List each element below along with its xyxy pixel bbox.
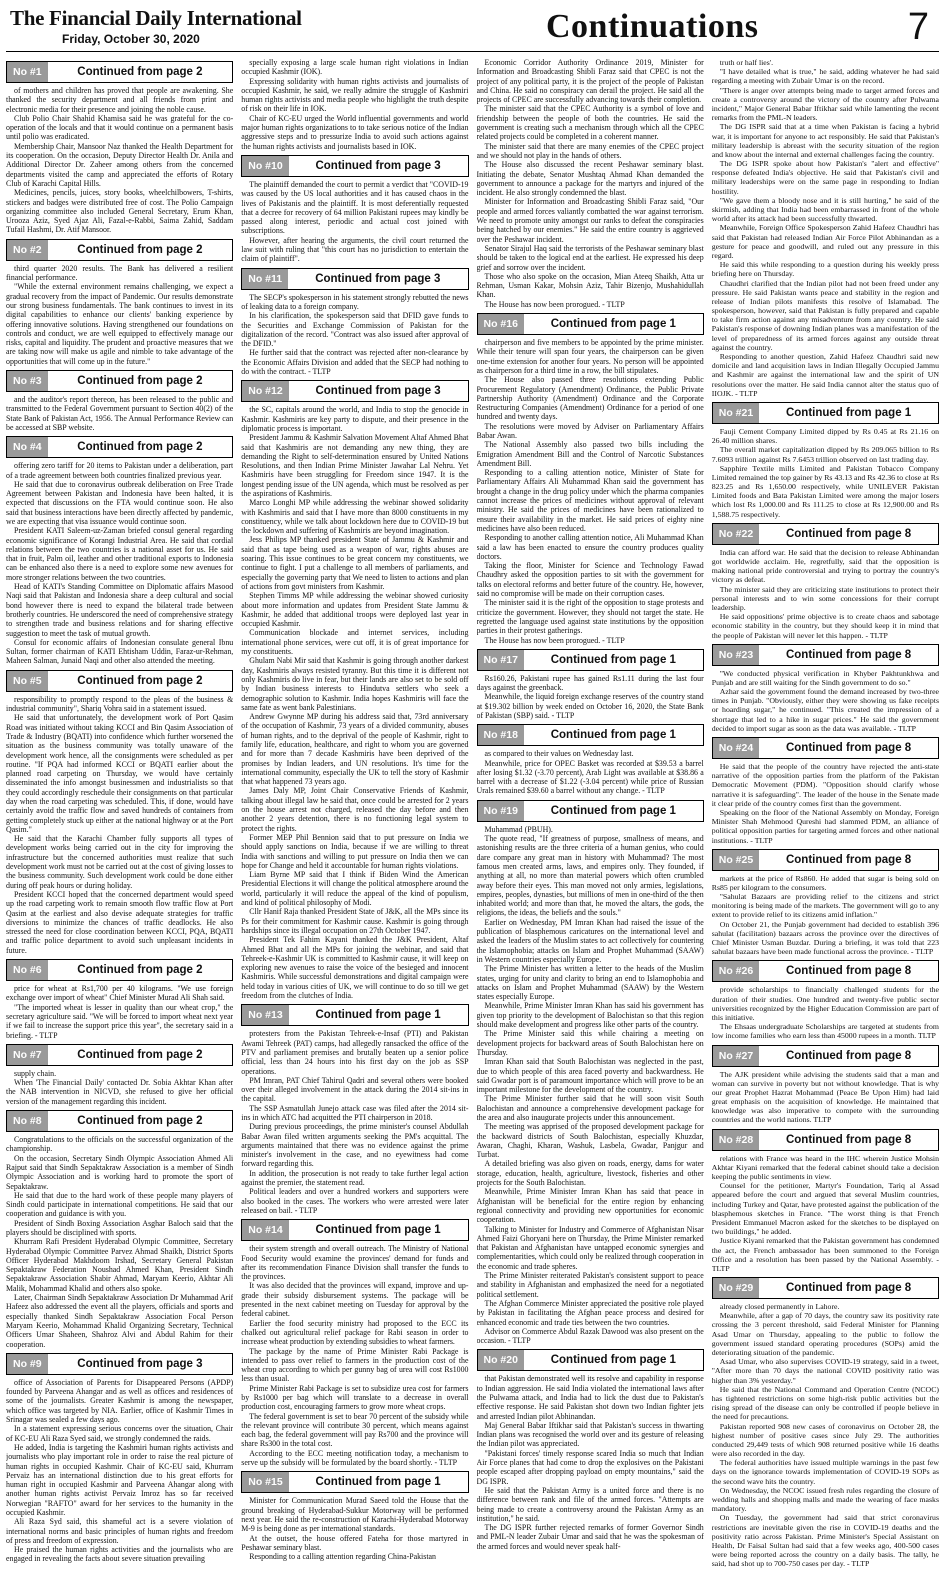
continued-from-heading: Continued from page 1 [315,1009,441,1022]
story-header [6,370,233,392]
paragraph: He said that due to the hard work of these people many players of Sindh could participate in international competitions. He said that our cooperation and guidance is with you. [6,1190,234,1219]
story-number-tag: No #10 [242,156,288,176]
paragraph: He said that the Karachi Chamber fully supports all types of development works being carried out in the city for improving the infrastructure but the concerned authorities must realize that such development work must not be carried out at the cost of giving losses to the business community. Such development work could be done either during off peak hours or during holiday. [6,834,234,890]
paragraph: Ghulam Nabi Mir said that Kashmir is going through another darkest day, Kashmiris always resisted tyranny. But this time it is different not only Kashmiris do live in fear, but their lands are also set to be sold off by Indian business interests to Hindutva settlers who seek a demographic solution to Kashmir. India hopes Kashmiris will face the same fate as went bank Palestinians. [241,656,469,712]
story-number-tag: No #8 [7,1111,48,1131]
paragraph: The House has now been prorogued. - TLTP [484,299,625,309]
story-number-tag: No #3 [7,371,48,391]
story-number-tag: No #14 [242,1220,288,1240]
paragraph: The AJK president while advising the students said that a man and woman can survive in poverty but not without knowledge. That is why our great Prophet Hazrat Mohammad (Peace Be Upon Him) had laid great emphasis on the acquisition of knowledge. He maintained that knowledge was also imperative to compete with the surrounding countries and the world nations. TLTP [711,1069,939,1125]
paragraph: He said that the National Command and Operation Centre (NCOC) has tightened restrictions on some high-risk public activities but the rising spread of the disease can only be controlled if people believe in the need for precautions. [711,1384,939,1422]
paragraph: Taking the floor, Minister for Science and Technology Fawad Chaudhry asked the opposition parties to sit with the government for talks on electoral reforms and better future of the country. He, however, said no compromise will be made on their corruption cases. [476,561,704,599]
continued-from-heading: Continued from page 1 [550,1354,676,1367]
paragraph: Cllr Hanif Raja thanked President State of J&K, all the MPs since its Ps for their commitment for Kashmir cause. Kashmir is going through hardships since its illegal occupation on 27th October 1947. [241,907,469,935]
story-number-tag: No #6 [7,960,48,980]
continued-from-heading: Continued from page 3 [77,1357,203,1370]
story-number-tag: No #19 [478,801,524,821]
continued-story [477,724,704,795]
continued-from-heading: Continued from page 2 [77,674,203,687]
continued-from-heading: Continued from page 8 [785,648,912,661]
story-number-tag: No #17 [478,650,524,670]
paragraph: specially exposing a large scale human right violations in Indian occupied Kashmir (IOK). [241,58,469,77]
paragraph: Minister for Communication Murad Saeed told the House that the ground breaking of Hyderabad-Sukkur Motorway will be performed next year. He said the re-construction of Karachi-Hyderabad Motorway M-9 is being done as per international standards. [241,1496,469,1534]
paragraph: The Ehsaas undergraduate Scholarships are targeted at students from low income families who earn less than 45000 rupees in a month. TLTP [711,1022,939,1041]
continued-story [477,800,704,1346]
paragraph: President KATI Saleem-uz-Zaman briefed consul general regarding economic significance of Korangi Industrial Area. He said that cordial relations between the two countries is a national asset for us. He said that in fruit, Palm oil, leather and other traditional exports to Indonesia can be enhanced also there is a need to explore some new avenues for more stronger relations between the two countries. [6,526,234,582]
paragraph: On October 21, the Punjab government had decided to establish 396 sahulat (facilitation) bazaars across the province over the directives of Chief Minister Usman Buzdar. During a briefing, it was told that 223 sahulat bazaars have been made functional across the province. - TLTP [711,919,939,957]
story-header [712,849,939,871]
paragraph: He said that due to coronavirus outbreak deliberation on Free Trade Agreement between Pakistan and Indonesia have been halted, it is expected that discussions on the FTA would continue soon. He also said that business interactions have been directly affected by pandemic, we are expecting that visa issuance would continue soon. [6,479,234,526]
paragraph: He added, India is targeting the Kashmiri human rights activists and journalists who play important role in order to raise the real picture of human rights in occupied Kashmir. Chair of KC-EU said, Khurram Pervaiz has an international distinction due to his great efforts for human right in occupied Kashmir and Parveena Ahangar along with another human rights activist Pervaiz Imroz has so far received Norwegian "RAFTO" award for her services to the humanity in the occupied Kashmir. [6,1442,234,1517]
paragraph: The quote read, "If greatness of purpose, smallness of means, and astonishing results are the three criteria of a human genius, who could dare compare any great man in history with Muhammad? The most famous men created arms, laws, and empires only. They founded, if anything at all, no more than material powers which often crumbled away before their eyes. This man moved not only armies, legislations, empires, peoples, dynasties, but millions of men in one-third of the then inhabited world; and more than that, he moved the altars, the gods, the religions, the ideas, the beliefs and the souls." [476,834,704,918]
paragraph: The DG ISPR spoke about how Pakistan's "alert and effective" response defeated India's objective. He said that Pakistan's civil and military leaderships were on the same page in responding to Indian hostility. [711,159,939,196]
paragraph: Those who also spoke on the occasion, Mian Ateeq Shaikh, Atta ur Rehman, Usman Kakar, Mohsin Aziz, Tahir Bizenjo, Mushahidullah Khan. [476,271,704,300]
paragraph: Rs160.26, Pakistani rupee has gained Rs1.11 during the last four days against the greenback. [476,673,704,693]
paragraph: A detailed briefing was also given on roads, energy, dams for water storage, education, health, agriculture, livestock, fisheries and other projects for the South Balochistan. [476,1159,704,1188]
paragraph: Speaking on the floor of the National Assembly on Monday, Foreign Minister Shah Mehmood Qureshi had slammed PDM, an alliance of political opposition parties for targeting armed forces and other national institutions. - TLTP [711,807,939,845]
paragraph: On Wednesday, the NCOC issued fresh rules regarding the closure of wedding halls and shopping malls and made the wearing of face masks mandatory. [711,1485,939,1514]
continued-from-heading: Continued from page 2 [77,243,203,256]
story-header [712,1045,939,1067]
paragraph: The Afghan Commerce Minister appreciated the positive role played by Pakistan in facilitating the Afghan peace process and desired for enhanced economic and trade ties between the two countries. [476,1298,704,1327]
paragraph: Consul for economic affairs of Indonesian consulate general Ibnu Sultan, former chairman of KATI Ehtisham Uddin, Faraz-ur-Rehman, Maheen Salman, Junaid Naqi and other also attended the meeting. [6,637,234,666]
continued-from-heading: Continued from page 8 [785,853,912,866]
story-header [6,1110,233,1132]
continued-story [712,1277,939,1568]
paragraph: The minister said they are criticizing state institutions to protect their personal interests and to win some concessions for their corrupt leadership. [711,584,939,612]
paragraph: Prime Minister Rabi Package is set to subsidize urea cost for farmers by Rs1000 per bag which will translate to a decrease in overall production cost, encouraging farmers to grow more wheat crops. [241,1383,469,1412]
issue-date: Friday, October 30, 2020 [62,32,200,46]
paragraph: Meanwhile, Prime Minister Imran Khan has said his government has given top priority to the development of Balochistan so that this region should make development and progress like other parts of the country. [476,1001,704,1030]
paragraph: provide scholarships to financially challenged students for the duration of their studies. One hundred and twenty-five public sector universities recognized by the Higher Education Commission are part of this initiative. [711,985,939,1022]
continued-story [6,670,233,955]
paragraph: Sapphire Textile mills Limited and Pakistan Tobacco Company Limited remained the top gainer by Rs 43.13 and Rs 42.36 to close at Rs 823.25 and Rs 1,650.00 respectively, while UNILEVER Pakistan Limited foods and Bata Pakistan Limited were among the major losers which lost Rs 1,000.00 and Rs 111.25 to close at Rs 12,900.00 and Rs 1,588.75 respectively. [711,463,939,519]
paragraph: The SSP Asmatullah Junejo attack case was filed after the 2014 sit-ins in which ATC had acquitted the PTI chairperson in 2018. [241,1103,469,1122]
paragraph: truth or half lies'. [719,58,774,67]
story-number-tag: No #23 [713,645,759,665]
paragraph: The federal government is set to bear 70 percent of the subsidy while the relevant province will contribute 30 percent, which means against each bag, the federal government will pay Rs700 and the province will share Rs300 in the total cost. [241,1411,469,1449]
paragraph: In addition, the prosecution is not ready to take further legal action against the premier, the statement read. [241,1168,469,1188]
story-header [6,1044,233,1066]
continued-story [712,849,939,957]
paragraph: President of Sindh Boxing Association Asghar Baloch said that the players should be disciplined with sports. [6,1218,234,1237]
continued-from-heading: Continued from page 2 [77,964,203,977]
paragraph: "While the external environment remains challenging, we expect a gradual recovery from the impact of Pandemic. Our results demonstrate our strong business fundamentals. The bank continues to invest in its digital capabilities to enhance our clients' banking experience by offering innovative solutions. Having strengthened our foundations on controls and conduct, we are well equipped to effectively manage our risks, capital and liquidity. The prudent and proactive measures that we are taking now will make us agile and nimble to take advantage of the opportunities that will come up in the future." [6,282,234,366]
paragraph: The Prime Minister further said that he will soon visit South Balochistan and announce a comprehensive development package for the area and also inaugurate projects under this announcement. [476,1094,704,1122]
story-number-tag: No #20 [478,1350,524,1370]
column-2 [241,58,468,1586]
story-header [6,436,233,458]
paragraph: The federal authorities have issued multiple warnings in the past few days on the ignorance towards implementation of COVID-19 SOPs as the second wave hits the country. [711,1458,939,1486]
continued-from-heading: Continued from page 2 [77,1048,203,1061]
paragraph: He said that unfortunately, the development work of Port Qasim Road was initiated without taking KCCI and Bin Qasim Association of Trade & Industry (BQATI) into confidence which further worsened the situation as the business community was totally unaware of the development work hence, all the consignments were scheduled as per routine. "If PQA had informed KCCI or BQATI earlier about the planned road carpeting on Thursday, we would have certainly disseminated the info amongst businessmen and industrialists so that they could accordingly reschedule their consignments on that particular day when the road carpeting was scheduled. This, if done, would have certainly avoid the traffic flow and saved hundreds of containers from getting completely stuck up either at the national highway or at the Port Qasim." [6,713,234,834]
story-number-tag: No #1 [7,62,48,82]
paragraph: The House also passed three resolutions extending Public Procurement Regulatory (Amendment) Ordinance, the Public Private Partnership Authority (Amendment) Ordinance and the Corporate Restructuring Companies (Amendment) Ordinance for a period of one hundred and twenty days. [476,375,704,422]
paragraph: office of Association of Parents for Disappeared Persons (APDP) founded by Parveena Ahangar and as well as offices and residences of some of the journalists. Greater Kashmir is among the newspaper, which office was targeted by NIA. Earlier, office of Kashmir Times in Srinagar was sealed a few days ago. [6,1377,234,1425]
continued-from-heading: Continued from page 1 [550,318,676,331]
continued-story [712,644,939,733]
paragraph: offering zero tariff for 20 items to Pakistan under a deliberation, part of a trade agreement between both countries finalized previous year. [6,461,234,480]
story-number-tag: No #13 [242,1005,288,1025]
continued-from-heading: Continued from page 2 [77,1115,203,1128]
paragraph: Meanwhile, price for OPEC Basket was recorded at $39.53 a barrel after losing $1.32 (-3.70 percent), Arab Light was available at $38.86 a barrel with a decrease of $1.22 (-3.04 percent) while price of Russian Urals remained $39.60 a barrel without any change. - TLTP [476,758,704,796]
paragraph: Khurram Rafi President Hyderabad Olympic Committee, Secretary Hyderabad Olympic Committee Parvez Ahmad Shaikh, District Sports Officer Hyderabad Makhdoom Irshad, Secretary General Pakistan Sepaktakraw Federation Noushad Ahmed Khan, President Sindh Sepaktakraw Association Shabir Ahmad, Maryam Keerio, Akhtar Ali Malik, Mohammad Khalid and others also spoke. [6,1237,234,1293]
paragraph: already closed permanently in Lahore. [719,1302,840,1312]
paragraph: Meanwhile, Prime Minister Imran Khan has said that peace in Afghanistan will be beneficial for the entire region by enhancing regional connectivity and providing new opportunities for economic cooperation. [476,1187,704,1225]
continued-story [6,61,233,235]
paragraph: Justice Kiyani remarked that the Pakistan government has condemned the act, the French ambassador has been summoned to the Foreign Office and a resolution has been passed by the National Assembly. - TLTP [711,1236,939,1273]
paragraph: "Pakistani forces' timely response scared India so much that Indian Air Force planes that had come to drop the explosives on the Pakistani people escaped after dropping payload on empty mountains," said the DG ISPR. [476,1448,704,1486]
continued-from-heading: Continued from page 1 [315,1224,441,1237]
paragraph: and the auditor's report thereon, has been released to the public and transmitted to the Federal Government pursuant to Section 40(2) of the State Bank of Pakistan Act, 1956. The Annual Performance Review can be accessed at SBP website. [6,395,234,432]
continued-story [6,1110,233,1349]
paragraph: The Prime Minister reiterated Pakistan's consistent support to peace and stability in Afghanistan and emphasized the need for a negotiated political settlement. [476,1271,704,1299]
paragraph: The meeting was apprised of the proposed development package for the backward districts of South Balochistan, especially Khuzdar, Awaran, Chaghi, Kharan, Washuk, Lasbela, Gwadar, Panjgur and Turbat. [476,1122,704,1160]
story-number-tag: No #25 [713,850,759,870]
paragraph: as compared to their values on Wednesday last. [484,749,634,759]
story-header [712,1129,939,1151]
story-header [712,644,939,666]
article-columns [6,58,939,1586]
paragraph: Responding to another question, Zahid Hafeez Chaudhri said new domicile and land acquisition laws in Indian Illegally Occupied Jammu and Kashmir are against the international law and the spirit of UN resolutions over the matter. He said India cannot alter the status quo of IIOJK. - TLTP [711,352,939,398]
story-header [241,268,468,290]
paragraph: President Jammu & Kashmir Salvation Movement Altaf Ahmed Bhat said that Kashmiris are not demanding any new thing, they are demanding the Right to self-determination ensured by United Nations Resolutions, and then Indian Prime Minister Jawahar Lal Nehru. Yet Kashmiris have been struggling for Freedom since 1947. It is the longest pending issue of the UN agenda, which must be resolved as per the aspirations of Kashmiris. [241,433,469,498]
story-header [477,649,704,671]
story-number-tag: No #4 [7,437,48,457]
continued-from-heading: Continued from page 8 [785,1049,912,1062]
continued-story [712,1129,939,1273]
paragraph: Expressing solidarity with human rights activists and journalists of occupied Kashmir, he said, we really admire the struggle of Kashmiri human rights activists and media people who highlight the truth despite of risk on their life in IOK. [241,76,469,114]
paragraph: "There is anger over attempts being made to target armed forces and create a controversy around the victory of the country after Pulwama incident," Major General Babar Iftikhar said while lamenting the recent remarks from the PML-N leaders. [711,85,939,123]
story-header [6,1353,233,1375]
paragraph: third quarter 2020 results. The Bank has delivered a resilient financial performance. [6,263,234,283]
paragraph: Marco Longhi MP while addressing the webinar showed solidarity with Kashmiris and said that I have more than 8000 constituents in my constituency, while we talk about lockdown here due to COVID-19 but the lockdown and suffering of Kashmiris are beyond imagination. [241,498,469,536]
story-number-tag: No #22 [713,524,759,544]
paragraph: The House also discussed the recent Peshawar seminary blast. Initiating the debate, Senator Mushtaq Ahmad Khan demanded the government to announce a package for the martyrs and injured of the incident. He also strongly condemned the blast. [476,160,704,198]
paragraph: Congratulations to the officials on the successful organization of the championship. [6,1135,234,1154]
paragraph: Maj General Babar Iftikhar said that Pakistan's success in thwarting Indian plans was recognised the world over and its gesture of releasing the Indian pilot was appreciated. [476,1420,704,1449]
story-header [477,800,704,822]
paragraph: their system strength and overall outreach. The Ministry of National Food Security would examine the provinces' demand for funds and after its recommendation Finance Division shall transfer the funds to the provinces. [241,1244,469,1282]
paragraph: Andrew Gwynne MP during his address said that, 73rd anniversary of the occupation of Kashmir, 73 years of a divided community, abuses of human rights, and to the deprival of the people of Kashmir, right to family life, education, healthcare, and right to whom you are governed and for more than 7 decade Kashmiris have been deprived of the promises by Indian leaders, and UN resolutions. It's time for the international community, especially the UK to tell the story of Kashmir that what happened 73 years ago. [241,712,469,787]
continued-from-heading: Continued from page 1 [315,1476,441,1489]
paragraph: Senator Sirajul Haq said the terrorists of the Peshawar seminary blast should be taken to the logical end at the earliest. He expressed his deep grief and sorrow over the incident. [476,243,704,272]
continued-from-heading: Continued from page 8 [785,965,912,978]
story-header [241,380,468,402]
newspaper-name: The Financial Daily International [10,6,302,30]
story-number-tag: No #5 [7,671,48,691]
paragraph: On Tuesday, the government had said that strict coronavirus restrictions are inevitable given the rise in COVID-19 deaths and the positivity ratio across Pakistan. Prime Minister's Special Assistant on Health, Dr Faisal Sultan had said that a few weeks ago, 400-500 cases were being reported across the country on a daily basis. The tally, he said, had shot up to 700-750 cases per day. - TLTP [711,1513,939,1569]
continued-from-heading: Continued from page 2 [77,441,203,454]
paragraph: "We gave them a bloody nose and it is still hurting," he said of the skirmish, adding that India had been embarrassed in front of the whole world after its attack had been successfully thwarted. [711,195,939,224]
paragraph: that Pakistan demonstrated well its resolve and capability in response to Indian aggression. He said India violated the international laws after the Pulwama attack, and India had to lick the dust due to Pakistan's effective response. He said Pakistan shot down two Indian fighter jets and arrested Indian pilot Abhinandan. [476,1374,704,1421]
paragraph: He further said that the contract was rejected after non-clearance by the Economic Affairs Division and added that the SECP had nothing to do with the contract. - TLTP [241,348,469,377]
paragraph: He said that the Pakistan Army is a united force and there is no difference between rank and file of the armed forces. "Attempts are being made to create a controversy around the Pakistan Army as an institution," he said. [476,1485,704,1523]
paragraph: Jess Philips MP thanked president State of Jammu & Kashmir and said that as tape being used as a weapon of war, rights abuses are soaring. This issue continues to be great concern my constituents, we continue to fight. I put a challenge to all members of parliaments, and especially the governing party that We need to listen to actions and plan of actions from govt ministers from Kashmir. [241,535,469,591]
story-header [6,61,233,83]
continued-from-heading: Continued from page 8 [785,1282,912,1295]
paragraph: James Daly MP, Joint Chair Conservative Friends of Kashmir, talking about illegal law he said that, once could be arrested for 2 years on the house arrest not charged, released the day before and then another 2 years detention, there is no functioning legal system to protect the rights. [241,786,469,833]
continued-story [477,649,704,720]
story-header [477,1349,704,1371]
paragraph: The plaintiff demanded the court to permit a verdict that "COVID-19 was caused by the US local authorities and it has caused chaos in the lives of Pakistanis and the plaintiff. It is most deferentially requested that a decree for recovery of 64 million Pakistani rupees may kindly be passed along interest, periodic and actual cost joined with subscriptions. [241,179,469,236]
story-number-tag: No #21 [713,403,759,423]
paragraph: Stephen Timms MP while addressing the webinar showed curiosity about more information and updates from President State Jammu & Kashmir, he added that additional troops were deployed last year in occupied Kashmir. [241,591,469,629]
page-number: 7 [907,6,929,48]
continued-story [241,1219,468,1467]
paragraph: Counsel for the petitioner, Martyr's Foundation, Tariq al Assad appeared before the court and argued that several Muslim countries, including Turkey and Qatar, have protested against the publication of the blasphemous sketches in France. "The worst thing is that French President Emmanuel Macron asked for the sketches to be displayed on two buildings," he added. [711,1181,939,1237]
paragraph: Fauji Cement Company Limited dipped by Rs 0.45 at Rs 21.16 on 26.40 million shares. [711,426,939,446]
paragraph: However, after hearing the arguments, the civil court returned the law suit with ruling that "this court has no jurisdiction to entertain the claim of plaintiff". [241,235,469,264]
story-number-tag: No #11 [242,269,288,289]
continued-story [241,1004,468,1215]
continued-story [712,523,939,640]
continued-from-heading: Continued from page 3 [315,272,441,285]
continued-story [6,959,233,1040]
continued-story [6,1044,233,1106]
story-number-tag: No #18 [478,725,524,745]
story-number-tag: No #15 [242,1472,288,1492]
paragraph: Responding to a calling attention regarding China-Pakistan [249,1552,436,1562]
story-header [712,737,939,759]
paragraph: Head of KATI's Standing Committee on Diplomatic affairs Masood Naqi said that Pakistan and Indonesia share a deep cultural and social bond however there is need to expand the bilateral trade between brotherly countries. He underscored the need of comprehensive strategy to strengthen trade and business relations and for sharing effective suggestion to meet the task of mutual growth. [6,582,234,638]
paragraph: Communication blockade and internet services, including international phone services, were cut off, it is of great importance for my constituents. [241,628,469,657]
paragraph: Asad Umar, who also supervises COVID-19 strategy, said in a tweet, "After more than 70 days the national COVID positivity ratio was higher than 3% yesterday." [711,1357,939,1385]
paragraph: Responding to another calling attention notice, Ali Muhammad Khan said a law has been enacted to ensure the country produces quality doctors. [476,533,704,561]
story-header [712,960,939,982]
paragraph: Former MEP Phil Bennion said that to put pressure on India we should apply sanctions on India, because if we are willing to threat India with sanctions and willing to put pressure on India then we can hope for Change and held it accountable for human rights violations. [241,832,469,870]
paragraph: He said this while responding to a question during his weekly press briefing here on Thursday. [711,260,939,279]
column-lead-text [712,58,939,398]
story-header [477,724,704,746]
story-header [6,959,233,981]
story-number-tag: No #12 [242,381,288,401]
paragraph: Chaudhri clarified that the Indian pilot had not been freed under any pressure. He said Pakistan wants peace and stability in the region and release of Indian pilots manifests this resolve of Islamabad. The spokesperson, however, said that Pakistan is fully prepared and capable to take firm action against any misadventure from any country. He said Pakistan's response of downing Indian planes was a manifestation of the level of preparedness of its armed forces against any outside threat against the country. [711,278,939,352]
story-header [241,155,468,177]
continued-story [712,402,939,519]
paragraph: The House has now been prorogued. - TLTP [484,635,625,645]
paragraph: In a statement expressing serious concerns over the situation, Chair of KC-EU Ali Raza Syed said, we strongly condemned the raids. [6,1424,234,1443]
continued-from-heading: Continued from page 1 [550,804,676,817]
paragraph: The overall market capitalization dipped by Rs 209.065 billion to Rs 7.6093 trillion against Rs 7.6453 trillion observed on last trading day. [711,445,939,464]
paragraph: He said oppositions' prime objective is to create chaos and sabotage economic stability in the country, but they should keep it in mind that the people of Pakistan will never let this happen. - TLTP [711,612,939,640]
paragraph: Membership Chair, Mansoor Naz thanked the Health Department for its cooperation. On the occasion, Deputy Director Health Dr. Anila and Additional Director Dr. Zaheer among others from the concerned departments visited the camp and appreciated the efforts of Rotary Club of Karachi Capital Hills. [6,141,234,188]
column-1 [6,58,233,1586]
paragraph: President KCCI hoped that the concerned department would speed up the road carpeting work to remain smooth flow traffic flow at Port Qasim at the earliest and also devise adequate strategies for traffic diversions to minimize the chances of traffic deadlocks. He also stressed the need for close coordination between KCCI, PQA, BQATI and traffic police department to avoid such unpleasant incidents in future. [6,889,234,955]
continued-story [712,1045,939,1125]
paragraph: President Tek Fahim Kayani thanked the J&K President, Altaf Ahmed Bhat and all the MPs for joining the webinar, and said that Tehreek-e-Kashmir UK is committed to Kashmir cause, it will keep on exploring new avenues to raise the voice of the besieged and innocent Kashmiris. While successful demonstrations and digital campaign were held today in various cities of UK, we will continue to do so till we get freedom from the clutches of India. [241,935,469,1001]
story-number-tag: No #28 [713,1130,759,1150]
paragraph: PM Imran, PAT Chief Tahirul Qadri and several others were booked over their alleged involvement in the attack during the 2014 sit-ins in the capital. [241,1075,469,1104]
paragraph: Advisor on Commerce Abdul Razak Dawood was also present on the occasion. - TLTP [476,1326,704,1346]
column-4 [712,58,939,1586]
continued-story [712,960,939,1040]
paragraph: Political leaders and over a hundred workers and supporters were also booked in the cases. The workers who were arrested were later released on bail. - TLTP [241,1187,469,1215]
story-number-tag: No #27 [713,1046,759,1066]
continued-from-heading: Continued from page 8 [785,742,912,754]
continued-story [241,155,468,264]
story-header [241,1219,468,1241]
paragraph: Ali Raza Syd said, this shameful act is a severe violation of international norms and basic principles of human rights and freedom of press and freedom of expression. [6,1517,234,1545]
continued-from-heading: Continued from page 1 [550,653,676,666]
paragraph: "I have detailed what is true," he said, adding whatever he had said regarding a meeting with Zubair Umar is on the record. [711,67,939,86]
story-number-tag: No #2 [7,240,48,260]
story-number-tag: No #26 [713,961,759,981]
paragraph: The resolutions were moved by Adviser on Parliamentary Affairs Babar Awan. [476,421,704,440]
paragraph: Meanwhile, the liquid foreign exchange reserves of the country stand at $19.302 billion by week ended on October 16, 2020, the State Bank of Pakistan (SBP) said. - TLTP [476,692,704,720]
continued-from-heading: Continued from page 8 [785,1133,912,1146]
continued-story [241,268,468,377]
continued-from-heading: Continued from page 3 [315,159,441,172]
paragraph: Chair of KC-EU urged the World influential governments and world major human rights organizations to to take serious notice of the Indian aggressive steps and to pressurize India to avoid such actions against the human rights activists and journalists based in IOK. [241,113,469,151]
paragraph: On the occasion, Secretary Sindh Olympic Association Ahmed Ali Rajput said that Sindh Sepaktakraw Association is a member of Sindh Olympic Association and is working hard to promote the sport of Sepaktakraw. [6,1153,234,1191]
paragraph: Later, Chairman Sindh Sepaktakraw Association Dr Muhammad Arif Hafeez also addressed the event all the players, officials and sports and especially thanked Sindh Sepaktakraw Association Focal Person Maryam Keerio, Mohammad Khalid Organizing Secretary, Technical Officers Umar Shaheen, Shahroz Alvi and Abdul Rahim for their cooperation. [6,1293,234,1349]
paragraph: India can afford war. He said that the decision to release Abhinandan got worldwide acclaim. He, regretfully, said that the opposition is making national pride controversial and trying to portray the country's victory as defeat. [711,547,939,585]
story-number-tag: No #16 [478,314,524,334]
paragraph: At the outset, the house offered Fateha for those martyred in Peshawar seminary blast. [241,1533,469,1552]
paragraph: Pakistan reported 908 new cases of coronavirus on October 28, the highest number of positive cases since July 29. The authorities conducted 29,449 tests of which 908 returned positive while 16 deaths were also recorded in the day. [711,1421,939,1459]
section-title: Continuations [546,8,759,45]
masthead [6,6,939,52]
paragraph: Talking to Minister for Industry and Commerce of Afghanistan Nisar Ahmed Faizi Ghoryani here on Thursday, the Prime Minister remarked that Pakistan and Afghanistan have untapped economic synergies and complementarities, which could only be realized through cooperation in the economic and trade spheres. [476,1224,704,1271]
story-header [712,1277,939,1299]
story-number-tag: No #7 [7,1045,48,1065]
paragraph: The SECP's spokesperson in his statement strongly rebutted the news of leaking data to a foreign company. [241,292,469,311]
paragraph: protesters from the Pakistan Tehreek-e-Insaf (PTI) and Pakistan Awami Tehreek (PAT) camps, had allegedly ransacked the office of the PTV and parliament premises and brutally beaten up a senior police official, less than 24 hours into his first day on the job as SSP operations. [241,1029,469,1076]
paragraph: In his clarification, the spokesperson said that DFID gave funds to the Securities and Exchange Commission of Pakistan for the digitalization of the record. "Contract was also issued after approval of the DFID." [241,311,469,349]
story-number-tag: No #29 [713,1278,759,1298]
story-header [6,670,233,692]
continued-story [6,1353,233,1564]
paragraph: markets at the price of Rs860. He added that sugar is being sold on Rs85 per kilogram to the consumers. [711,873,939,892]
paragraph: The minister said it is the right of the opposition to stage protests and criticize the government. However, they should not target the state. He regretted the language used against state institutions by the opposition parties in their protest gatherings. [476,598,704,636]
paragraph: The National Assembly also passed two bills including the Emigration Amendment Bill and the Control of Narcotic Substances Amendment Bill. [476,440,704,468]
continued-story [477,313,704,645]
continued-story [6,436,233,666]
paragraph: Liam Byrne MP said that I think if Biden Wind the American Presidential Elections it will change the political atmosphere around the world, particularly it will reduce the appeal of the kind of populism, and kind of political philosophy of Modi. [241,870,469,908]
paragraph: Muhammad (PBUH). [484,824,553,834]
continued-from-heading: Continued from page 1 [785,406,912,419]
continued-story [241,380,468,1000]
column-lead-text [477,58,704,309]
paragraph: When 'The Financial Daily' contacted Dr. Sobia Akhtar Khan after the NAB intervention in NICVD, she refused to give her official version of the management regarding this incident. [6,1078,234,1106]
paragraph: Meanwhile, after a gap of 70 days, the country saw its positivity rate crossing the 3 percent threshold, said Federal Minister for Planning Asad Umar on Thursday, appealing to the public to follow the government issued standard operating procedures (SOPs) amid the deteriorating situation of the pandemic. [711,1311,939,1357]
paragraph: It was also decided that the provinces will expand, improve and up-grade their subsidy disbursement systems. The package will be presented in the next cabinet meeting on Tuesday for approval by the federal cabinet. [241,1281,469,1319]
paragraph: Imran Khan said that South Balochistan was neglected in the past, due to which people of this area faced poverty and backwardness. He said Gwadar port is of paramount importance which will prove to be an important milestone for the development of the country. [476,1057,704,1095]
paragraph: responsibility to promptly respond to the pleas of the business & industrial community", Shariq Vohra said in a statement issued. [6,694,234,714]
paragraph: "We conducted physical verification in Khyber Pakhtunkhwa and Punjab and are still waiting for the Sindh government to do so." [711,668,939,687]
paragraph: The Prime Minister has written a letter to the heads of the Muslim states, urging for unity and clarity to bring an end to Islamophobia and attacks on Islam and Prophet Muhammad (SAAW) by the Western states especially Europe. [476,964,704,1002]
story-header [712,402,939,424]
paragraph: relations with France was heard in the IHC wherein Justice Mohsin Akhtar Kiyani remarked that the federal cabinet should take a decision keeping the public sentiments in view. [711,1153,939,1181]
paragraph: Economic Corridor Authority Ordinance 2019, Minister for Information and Broadcasting Shibli Faraz said that CPEC is not the project of any political party, it is the project of the people of Pakistan and China. He said no conspiracy can derail the project. He said all the projects of CPEC are successfully advancing towards their completion. [476,58,704,105]
paragraph: Meanwhile, Foreign Office Spokesperson Zahid Hafeez Chaudhri has said that Pakistan had released Indian Air Force Pilot Abhinandan as a gesture for peace and goodwill, and ruled out any pressure in this regard. [711,223,939,260]
paragraph: "The imported wheat is lesser in quality than our wheat crop," the secretary agriculture said. "We will be forced to import wheat next year if we fail to increase the support price this year", the secretary said in a briefing. - TLTP [6,1002,234,1040]
paragraph: price for wheat at Rs1,700 per 40 kilograms. "We use foreign exchange over import of wheat" Chief Minister Murad Ali Shah said. [6,984,234,1003]
continued-from-heading: Continued from page 3 [315,385,441,398]
paragraph: supply chain. [14,1068,57,1078]
paragraph: chairperson and five members to be appointed by the prime minister. While their tenure will span four years, the chairperson can be given one-time extension for another four years. No person will be appointed as chairperson for a third time in a row, the bill stipulates. [476,338,704,375]
paragraph: Azhar said the government found the demand increased by two-three times in Punjab. "Obviously, either they were showing us fake receipts or hoarding sugar," he continued. "This created the impression of a shortage that led to a hike in sugar prices." He said the government decided to import sugar as soon as the data was available. - TLTP [711,687,939,733]
paragraph: Minister for Information and Broadcasting Shibli Faraz said, "Our people and armed forces valiantly combatted the war against terrorism. We need to promote unity amongst our ranks to defeat the conspiracies being hatched by our enemies." He said the entire country is aggrieved over the Peshawar incident. [476,197,704,244]
story-header [6,239,233,261]
paragraph: Responding to a calling attention notice, Minister of State for Parliamentary Affairs Ali Muhammad Khan said the government has brought a change in the drug policy under which the pharma companies cannot increase the prices of medicines without approval of relevant ministry. He said the prices of medicines have been rationalized to ensure their availability in the market. He said prices of eighty nine medicines have also been reduced. [476,468,704,533]
continued-story [241,1471,468,1561]
paragraph: of mothers and children has proved that people are awakening. She thanked the security department and all friends from print and electronic media for their presence and joining the noble cause. [6,86,234,114]
story-header [241,1004,468,1026]
story-number-tag: No #9 [7,1354,48,1374]
paragraph: the SC, capitals around the world, and India to stop the genocide in Kashmir. Kashmiris are key party to dispute, and their presence in the diplomatic process is important. [241,405,469,433]
continued-story [477,1349,704,1551]
continued-from-heading: Continued from page 2 [77,66,203,78]
continued-from-heading: Continued from page 1 [550,729,676,742]
paragraph: According to the ECC meeting notification today, a mechanism to serve up the subsidy will be formulated by the board shortly. - TLTP [241,1448,469,1468]
paragraph: Earlier on Wednesday, PM Imran Khan had raised the issue of the publication of blasphemous caricatures on the international level and asked the leaders of the Muslim states to act collectively for countering the Islamophobia; attacks on Islam and Prophet Muhammad (SAAW) in Western countries especially Europe. [476,917,704,964]
column-lead-text [241,58,468,151]
column-3 [477,58,704,1586]
story-header [477,313,704,335]
paragraph: The minister said that the CPEC Authority is a symbol of love and friendship between the people of both the countries. He said the government is creating such a mechanism through which all the CPEC related projects could be completed in a coherent manner. [476,104,704,142]
paragraph: Club Polio Chair Shahid Khamisa said he was grateful for the co-operation of the locals and that it would continue on a permanent basis until polio was eradicated. [6,113,234,142]
paragraph: "Sahulat Bazaars are providing relief to the citizens and strict monitoring is being made of the markets. The government will go to any extent to provide relief to its citizens amid inflation." [711,892,939,920]
continued-story [6,370,233,432]
paragraph: The package by the name of Prime Minister Rabi Package is intended to pass over relief to farmers in the production cost of the wheat crop according to which per gunny bag of urea will cost Rs1000 less than usual. [241,1346,469,1384]
paragraph: Earlier the food security ministry had proposed to the ECC its chalked out agricultural relief package for Rabi season in order to increase wheat production by extending subsidies to wheat farmers. [241,1318,469,1347]
continued-story [712,737,939,845]
continued-story [6,239,233,366]
paragraph: The DG ISPR further rejected remarks of former Governor Sindh and PML-N leader Zubair Umar and said that he was the spokesman of the armed forces and would never speak half- [476,1523,704,1551]
story-number-tag: No #24 [713,738,759,758]
paragraph: During previous proceedings, the prime minister's counsel Abdullah Babar Awan filed written arguments seeking the PM's acquittal. The arguments maintained that there was no evidence against the prime minister's involvement in the case, and no eyewitness had come forward regarding this. [241,1122,469,1169]
continued-from-heading: Continued from page 8 [785,527,912,540]
paragraph: He said that the people of the country have rejected the anti-state narrative of the opposition parties from the platform of the Pakistan Democratic Movement (PDM). "Opposition should clarify whose narrative it is safeguarding". The leader of the house in the Senate made it clear pride of the country comes first than the government. [711,762,939,808]
paragraph: The DG ISPR said that at a time when Pakistan is facing a hybrid war, it is important for anyone to act responsibly. He said that Pakistan's military leadership is abreast with the security situation of the region and know about the internal and external challenges facing the country. [711,122,939,159]
paragraph: He praised the human rights activities and the journalists who are engaged in revealing the facts about severe situation prevailing [6,1545,234,1564]
story-header [241,1471,468,1493]
paragraph: The Prime Minister said this while chairing a meeting on development projects for backward areas of South Balochistan here on Thursday. [476,1029,704,1057]
story-header [712,523,939,545]
paragraph: Medicines, pencils, juices, story books, wheelchilbowers, T-shirts, stickers and badges were distributed free of cost. The Polio Campaign organizing committee also included General Secretary, Erum Khan, Urooza Aziz, Syed Ajaz Ali, Fazal-e-Rabbi, Saima Zahid, Saddam Tufail Hashmi, Dr. Atif Mansoor. [6,188,234,235]
paragraph: The minister said that there are many enemies of the CPEC project and we should not play in the hands of others. [476,141,704,160]
continued-from-heading: Continued from page 2 [77,375,203,388]
